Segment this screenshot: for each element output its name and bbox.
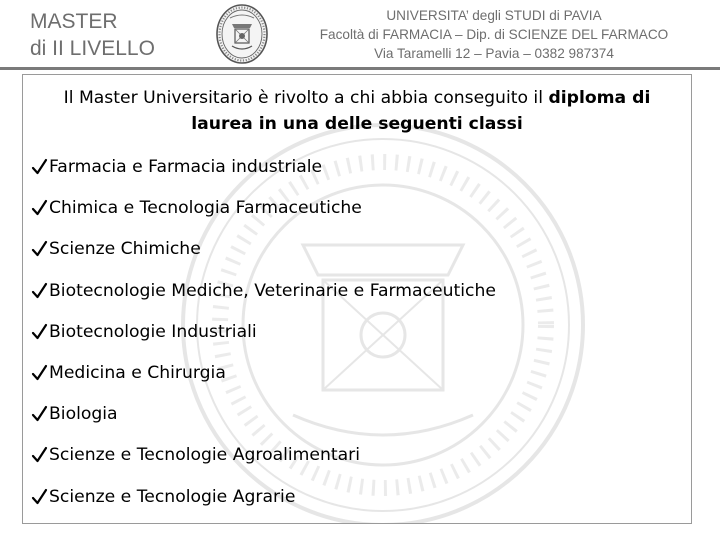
check-icon [31, 445, 48, 465]
university-name: UNIVERSITA’ degli STUDI di PAVIA [386, 8, 602, 23]
master-title [30, 8, 155, 62]
check-icon [31, 281, 48, 301]
list-item [31, 239, 691, 280]
faculty-department: Facoltà di FARMACIA – Dip. di SCIENZE DEL FARMACO [319, 27, 669, 42]
list-item-label: Scienze Chimiche [49, 239, 201, 260]
check-icon [31, 198, 48, 218]
intro-text-normal: Il Master Universitario è rivolto a chi abbia conseguito il [63, 88, 549, 108]
check-icon [31, 239, 48, 259]
list-item-label: Medicina e Chirurgia [49, 362, 226, 383]
check-icon [31, 157, 48, 177]
master-title-line2: di II LIVELLO [30, 37, 155, 60]
content-box [22, 74, 692, 524]
list-item [31, 487, 691, 525]
university-info [284, 6, 704, 63]
address-phone: Via Taramelli 12 – Pavia – 0382 987374 [374, 46, 614, 61]
check-icon [31, 487, 48, 507]
list-item-label: Scienze e Tecnologie Agrarie [49, 486, 296, 507]
intro-text [31, 85, 683, 137]
intro-text-bold: diploma di laurea in una delle seguenti classi [191, 88, 651, 134]
list-item-label: Chimica e Tecnologia Farmaceutiche [49, 198, 362, 219]
header [0, 0, 720, 68]
university-seal-icon [214, 2, 270, 66]
list-item [31, 363, 691, 404]
check-icon [31, 363, 48, 383]
list-item [31, 198, 691, 239]
master-title-line1: MASTER [30, 10, 118, 33]
degree-class-list [23, 157, 691, 524]
check-icon [31, 322, 48, 342]
list-item [31, 322, 691, 363]
list-item-label: Biologia [49, 404, 118, 425]
list-item-label: Scienze e Tecnologie Agroalimentari [49, 445, 361, 466]
list-item-label: Biotecnologie Mediche, Veterinarie e Farmaceutiche [49, 280, 496, 301]
list-item [31, 281, 691, 322]
header-divider [0, 67, 720, 70]
list-item [31, 157, 691, 198]
list-item [31, 404, 691, 445]
list-item-label: Farmacia e Farmacia industriale [49, 157, 323, 177]
check-icon [31, 404, 48, 424]
list-item-label: Biotecnologie Industriali [49, 321, 257, 342]
list-item [31, 445, 691, 486]
